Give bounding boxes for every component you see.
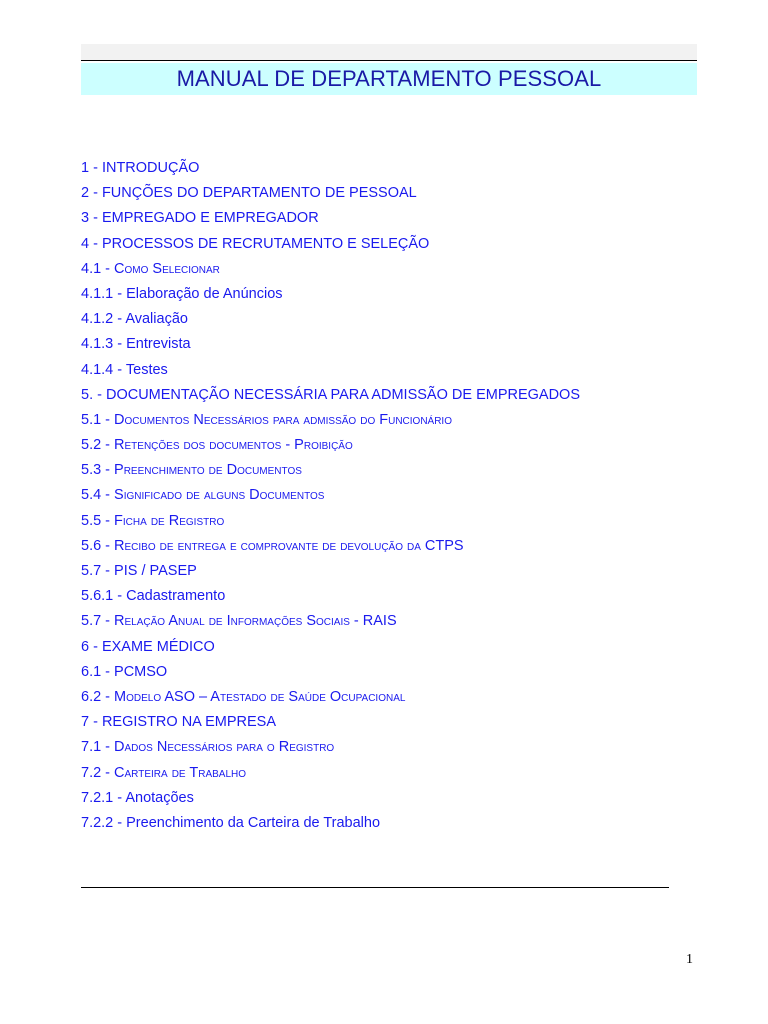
toc-item[interactable]: 6.1 - PCMSO	[81, 663, 168, 680]
toc-item[interactable]: 5.3 - Preenchimento de Documentos	[81, 462, 302, 479]
toc-item[interactable]: 4.1.4 - Testes	[81, 361, 168, 378]
toc-item[interactable]: 2 - FUNÇÕES DO DEPARTAMENTO DE PESSOAL	[81, 185, 417, 202]
toc-item[interactable]: 4.1.2 - Avaliação	[81, 311, 188, 328]
toc-item[interactable]: 6.2 - Modelo ASO – Atestado de Saúde Ocupacional	[81, 688, 406, 705]
header-band	[81, 44, 697, 60]
toc-item[interactable]: 5.5 - Ficha de Registro	[81, 512, 225, 529]
footer-rule	[81, 887, 669, 888]
toc-item[interactable]: 7.2 - Carteira de Trabalho	[81, 764, 247, 781]
toc-item[interactable]: 7.1 - Dados Necessários para o Registro	[81, 739, 335, 756]
toc-item[interactable]: 3 - EMPREGADO E EMPREGADOR	[81, 210, 319, 227]
toc-item[interactable]: 4.1.1 - Elaboração de Anúncios	[81, 285, 283, 302]
toc-item[interactable]: 5.4 - Significado de alguns Documentos	[81, 487, 325, 504]
toc-item[interactable]: 5.6.1 - Cadastramento	[81, 588, 226, 605]
page-number: 1	[686, 952, 693, 967]
document-title: MANUAL DE DEPARTAMENTO PESSOAL	[176, 66, 602, 91]
toc-item[interactable]: 5.1 - Documentos Necessários para admissão do Funcionário	[81, 411, 452, 428]
toc-item[interactable]: 5.7 - PIS / PASEP	[81, 563, 197, 579]
toc-item[interactable]: 4.1 - Como Selecionar	[81, 260, 220, 277]
table-of-contents	[81, 156, 701, 836]
toc-item[interactable]: 5.2 - Retenções dos documentos - Proibição	[81, 437, 353, 454]
header-rule	[81, 60, 697, 61]
toc-item[interactable]: 1 - INTRODUÇÃO	[81, 160, 200, 176]
toc-item[interactable]: 5.6 - Recibo de entrega e comprovante de devolução da CTPS	[81, 537, 464, 554]
toc-item[interactable]: 6 - EXAME MÉDICO	[81, 638, 215, 655]
toc-item[interactable]: 7 - REGISTRO NA EMPRESA	[81, 714, 276, 731]
toc-item[interactable]: 5.7 - Relação Anual de Informações Sociais - RAIS	[81, 613, 397, 630]
toc-item[interactable]: 4 - PROCESSOS DE RECRUTAMENTO E SELEÇÃO	[81, 235, 430, 252]
toc-item[interactable]: 4.1.3 - Entrevista	[81, 336, 191, 353]
toc-item[interactable]: 7.2.2 - Preenchimento da Carteira de Trabalho	[81, 814, 381, 831]
toc-item[interactable]: 7.2.1 - Anotações	[81, 789, 194, 806]
toc-item[interactable]: 5. - DOCUMENTAÇÃO NECESSÁRIA PARA ADMISSÃO DE EMPREGADOS	[81, 386, 581, 403]
title-band	[81, 63, 697, 95]
